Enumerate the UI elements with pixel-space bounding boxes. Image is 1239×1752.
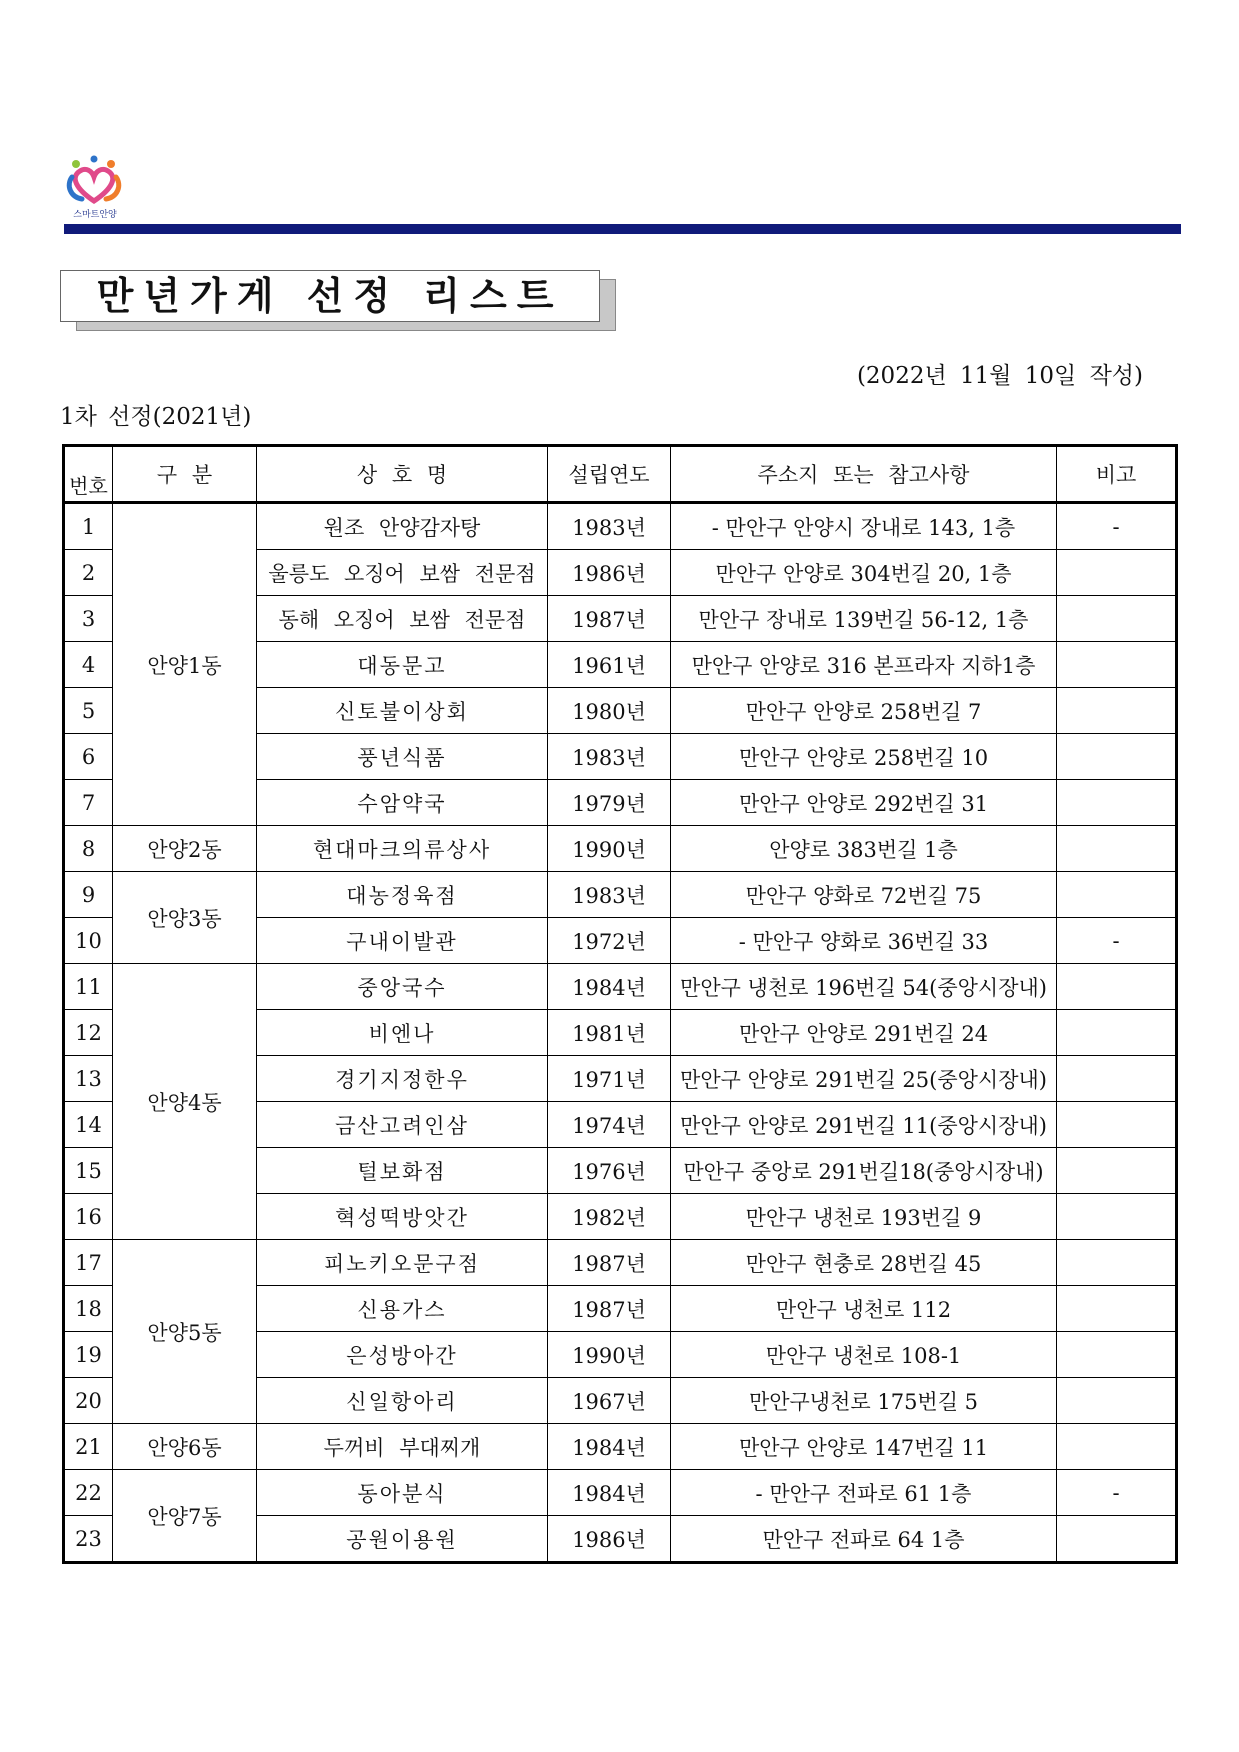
district-cell: 안양5동 [113, 1240, 257, 1424]
row-name: 구내이발관 [257, 918, 548, 964]
row-year: 1986년 [548, 550, 671, 596]
row-note [1057, 734, 1177, 780]
row-year: 1980년 [548, 688, 671, 734]
row-no: 9 [64, 872, 113, 918]
row-name: 대동문고 [257, 642, 548, 688]
row-no: 10 [64, 918, 113, 964]
row-year: 1987년 [548, 1286, 671, 1332]
district-cell: 안양6동 [113, 1424, 257, 1470]
row-no: 22 [64, 1470, 113, 1516]
row-year: 1961년 [548, 642, 671, 688]
table-row [64, 1240, 1177, 1286]
row-address: 만안구 냉천로 108-1 [671, 1332, 1057, 1378]
header-no: 번호 [64, 446, 113, 503]
row-no: 23 [64, 1516, 113, 1563]
row-note [1057, 780, 1177, 826]
row-name: 동해 오징어 보쌈 전문점 [257, 596, 548, 642]
row-note [1057, 964, 1177, 1010]
row-no: 20 [64, 1378, 113, 1424]
header-district: 구 분 [113, 446, 257, 503]
row-name: 은성방아간 [257, 1332, 548, 1378]
row-year: 1987년 [548, 596, 671, 642]
table-row [64, 826, 1177, 872]
row-no: 13 [64, 1056, 113, 1102]
row-name: 신토불이상회 [257, 688, 548, 734]
row-no: 5 [64, 688, 113, 734]
row-note [1057, 1516, 1177, 1563]
row-address: - 만안구 안양시 장내로 143, 1층 [671, 503, 1057, 550]
row-address: 만안구 안양로 304번길 20, 1층 [671, 550, 1057, 596]
row-no: 4 [64, 642, 113, 688]
row-note: - [1057, 1470, 1177, 1516]
row-name: 원조 안양감자탕 [257, 503, 548, 550]
page-title: 만년가게 선정 리스트 [96, 274, 564, 318]
row-year: 1990년 [548, 1332, 671, 1378]
row-name: 금산고려인삼 [257, 1102, 548, 1148]
row-year: 1971년 [548, 1056, 671, 1102]
row-name: 수암약국 [257, 780, 548, 826]
section-label: 1차 선정(2021년) [60, 404, 252, 430]
row-year: 1990년 [548, 826, 671, 872]
heart-people-icon [64, 155, 126, 207]
row-address: 만안구 냉천로 112 [671, 1286, 1057, 1332]
row-no: 14 [64, 1102, 113, 1148]
row-no: 2 [64, 550, 113, 596]
row-no: 17 [64, 1240, 113, 1286]
header-address: 주소지 또는 참고사항 [671, 446, 1057, 503]
row-name: 대농정육점 [257, 872, 548, 918]
row-name: 신일항아리 [257, 1378, 548, 1424]
row-no: 12 [64, 1010, 113, 1056]
row-address: 만안구 안양로 258번길 10 [671, 734, 1057, 780]
row-address: 만안구냉천로 175번길 5 [671, 1378, 1057, 1424]
row-no: 3 [64, 596, 113, 642]
row-name: 신용가스 [257, 1286, 548, 1332]
smart-anyang-logo [64, 155, 126, 219]
logo-caption: 스마트안양 [73, 210, 117, 220]
row-name: 혁성떡방앗간 [257, 1194, 548, 1240]
table-row [64, 1470, 1177, 1516]
district-cell: 안양4동 [113, 964, 257, 1240]
row-no: 21 [64, 1424, 113, 1470]
row-address: 만안구 현충로 28번길 45 [671, 1240, 1057, 1286]
row-year: 1987년 [548, 1240, 671, 1286]
row-note [1057, 1102, 1177, 1148]
row-note [1057, 1240, 1177, 1286]
row-address: 만안구 안양로 291번길 24 [671, 1010, 1057, 1056]
row-no: 11 [64, 964, 113, 1010]
row-address: 만안구 안양로 147번길 11 [671, 1424, 1057, 1470]
row-note: - [1057, 503, 1177, 550]
row-name: 중앙국수 [257, 964, 548, 1010]
row-year: 1983년 [548, 734, 671, 780]
row-year: 1983년 [548, 503, 671, 550]
row-year: 1979년 [548, 780, 671, 826]
row-name: 피노키오문구점 [257, 1240, 548, 1286]
row-name: 공원이용원 [257, 1516, 548, 1563]
row-note [1057, 596, 1177, 642]
row-note [1057, 1286, 1177, 1332]
row-address: - 만안구 전파로 61 1층 [671, 1470, 1057, 1516]
row-address: 만안구 냉천로 193번길 9 [671, 1194, 1057, 1240]
row-no: 1 [64, 503, 113, 550]
row-note [1057, 1010, 1177, 1056]
date-note: (2022년 11월 10일 작성) [856, 363, 1143, 389]
row-address: 만안구 안양로 291번길 11(중앙시장내) [671, 1102, 1057, 1148]
row-year: 1972년 [548, 918, 671, 964]
district-cell: 안양7동 [113, 1470, 257, 1563]
title-box [60, 270, 600, 322]
district-cell: 안양2동 [113, 826, 257, 872]
row-name: 울릉도 오징어 보쌈 전문점 [257, 550, 548, 596]
row-year: 1986년 [548, 1516, 671, 1563]
row-address: 만안구 냉천로 196번길 54(중앙시장내) [671, 964, 1057, 1010]
row-note [1057, 1332, 1177, 1378]
row-year: 1983년 [548, 872, 671, 918]
row-address: 만안구 장내로 139번길 56-12, 1층 [671, 596, 1057, 642]
row-name: 현대마크의류상사 [257, 826, 548, 872]
row-note [1057, 642, 1177, 688]
row-address: 만안구 안양로 316 본프라자 지하1층 [671, 642, 1057, 688]
row-address: 만안구 중앙로 291번길18(중앙시장내) [671, 1148, 1057, 1194]
table-row [64, 872, 1177, 918]
row-name: 동아분식 [257, 1470, 548, 1516]
row-name: 털보화점 [257, 1148, 548, 1194]
row-address: 만안구 안양로 258번길 7 [671, 688, 1057, 734]
table-header-row [64, 446, 1177, 503]
row-note [1057, 1148, 1177, 1194]
row-year: 1984년 [548, 964, 671, 1010]
row-note [1057, 688, 1177, 734]
row-address: 만안구 양화로 72번길 75 [671, 872, 1057, 918]
row-name: 두꺼비 부대찌개 [257, 1424, 548, 1470]
row-no: 16 [64, 1194, 113, 1240]
district-cell: 안양1동 [113, 503, 257, 826]
row-name: 풍년식품 [257, 734, 548, 780]
row-note [1057, 872, 1177, 918]
row-note [1057, 1056, 1177, 1102]
row-no: 19 [64, 1332, 113, 1378]
row-note: - [1057, 918, 1177, 964]
row-address: 만안구 전파로 64 1층 [671, 1516, 1057, 1563]
row-no: 6 [64, 734, 113, 780]
row-address: 만안구 안양로 292번길 31 [671, 780, 1057, 826]
header-name: 상 호 명 [257, 446, 548, 503]
row-note [1057, 1424, 1177, 1470]
row-year: 1982년 [548, 1194, 671, 1240]
row-year: 1984년 [548, 1470, 671, 1516]
row-year: 1981년 [548, 1010, 671, 1056]
row-note [1057, 550, 1177, 596]
row-note [1057, 826, 1177, 872]
row-year: 1976년 [548, 1148, 671, 1194]
row-note [1057, 1378, 1177, 1424]
row-address: - 만안구 양화로 36번길 33 [671, 918, 1057, 964]
row-no: 7 [64, 780, 113, 826]
row-no: 18 [64, 1286, 113, 1332]
header-note: 비고 [1057, 446, 1177, 503]
row-address: 만안구 안양로 291번길 25(중앙시장내) [671, 1056, 1057, 1102]
header-year: 설립연도 [548, 446, 671, 503]
table-row [64, 503, 1177, 550]
row-address: 안양로 383번길 1층 [671, 826, 1057, 872]
row-no: 8 [64, 826, 113, 872]
district-cell: 안양3동 [113, 872, 257, 964]
row-year: 1984년 [548, 1424, 671, 1470]
row-no: 15 [64, 1148, 113, 1194]
row-name: 비엔나 [257, 1010, 548, 1056]
row-name: 경기지정한우 [257, 1056, 548, 1102]
row-note [1057, 1194, 1177, 1240]
store-table [62, 444, 1178, 1564]
row-year: 1967년 [548, 1378, 671, 1424]
row-year: 1974년 [548, 1102, 671, 1148]
table-row [64, 1424, 1177, 1470]
header-rule [64, 224, 1181, 234]
table-row [64, 964, 1177, 1010]
